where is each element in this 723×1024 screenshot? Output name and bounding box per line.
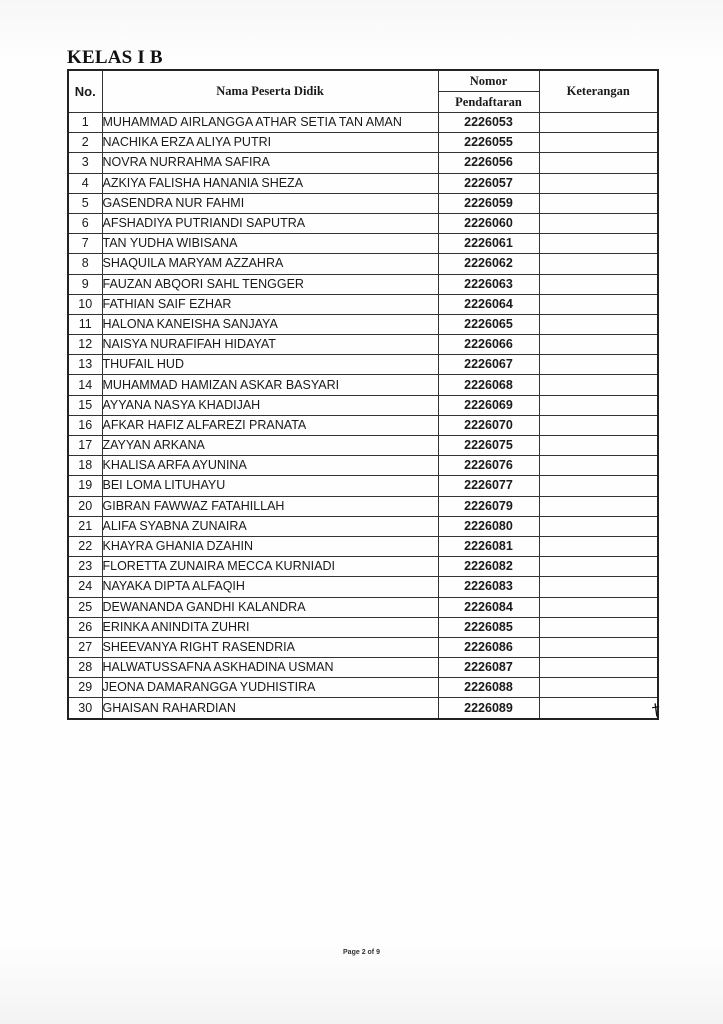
registration-number: 2226082	[438, 557, 539, 577]
registration-number: 2226079	[438, 496, 539, 516]
remarks-cell	[539, 173, 658, 193]
row-number: 24	[68, 577, 102, 597]
remarks-cell	[539, 395, 658, 415]
student-name: MUHAMMAD AIRLANGGA ATHAR SETIA TAN AMAN	[102, 113, 438, 133]
registration-number: 2226077	[438, 476, 539, 496]
row-number: 20	[68, 496, 102, 516]
page-footer: Page 2 of 9	[343, 949, 380, 956]
table-row	[68, 274, 658, 294]
registration-number: 2226059	[438, 193, 539, 213]
table-row	[68, 597, 658, 617]
remarks-cell	[539, 415, 658, 435]
registration-number: 2226089	[438, 698, 539, 719]
row-number: 21	[68, 516, 102, 536]
registration-number: 2226081	[438, 536, 539, 556]
row-number: 14	[68, 375, 102, 395]
row-number: 23	[68, 557, 102, 577]
registration-number: 2226065	[438, 314, 539, 334]
row-number: 18	[68, 456, 102, 476]
student-name: ALIFA SYABNA ZUNAIRA	[102, 516, 438, 536]
row-number: 16	[68, 415, 102, 435]
table-row	[68, 456, 658, 476]
student-name: MUHAMMAD HAMIZAN ASKAR BASYARI	[102, 375, 438, 395]
registration-number: 2226088	[438, 678, 539, 698]
row-number: 19	[68, 476, 102, 496]
row-number: 11	[68, 314, 102, 334]
remarks-cell	[539, 133, 658, 153]
registration-number: 2226064	[438, 294, 539, 314]
table-row	[68, 415, 658, 435]
row-number: 9	[68, 274, 102, 294]
table-row	[68, 557, 658, 577]
registration-number: 2226076	[438, 456, 539, 476]
table-row	[68, 234, 658, 254]
registration-number: 2226057	[438, 173, 539, 193]
row-number: 30	[68, 698, 102, 719]
registration-number: 2226084	[438, 597, 539, 617]
table-header	[68, 70, 658, 113]
header-no: No.	[68, 70, 102, 113]
student-name: SHAQUILA MARYAM AZZAHRA	[102, 254, 438, 274]
student-name: HALWATUSSAFNA ASKHADINA USMAN	[102, 658, 438, 678]
header-keterangan: Keterangan	[539, 70, 658, 113]
remarks-cell	[539, 193, 658, 213]
row-number: 1	[68, 113, 102, 133]
student-name: HALONA KANEISHA SANJAYA	[102, 314, 438, 334]
remarks-cell	[539, 213, 658, 233]
registration-number: 2226061	[438, 234, 539, 254]
registration-number: 2226056	[438, 153, 539, 173]
remarks-cell	[539, 274, 658, 294]
remarks-cell	[539, 375, 658, 395]
student-name: GIBRAN FAWWAZ FATAHILLAH	[102, 496, 438, 516]
remarks-cell	[539, 637, 658, 657]
registration-number: 2226060	[438, 213, 539, 233]
table-row	[68, 113, 658, 133]
table-row	[68, 375, 658, 395]
student-roster-table	[67, 69, 659, 720]
remarks-cell	[539, 153, 658, 173]
registration-number: 2226087	[438, 658, 539, 678]
table-row	[68, 395, 658, 415]
remarks-cell	[539, 456, 658, 476]
student-name: JEONA DAMARANGGA YUDHISTIRA	[102, 678, 438, 698]
table-row	[68, 617, 658, 637]
table-body	[68, 113, 658, 719]
registration-number: 2226062	[438, 254, 539, 274]
remarks-cell	[539, 436, 658, 456]
table-row	[68, 536, 658, 556]
registration-number: 2226068	[438, 375, 539, 395]
class-title: KELAS I B	[67, 47, 163, 68]
row-number: 17	[68, 436, 102, 456]
row-number: 29	[68, 678, 102, 698]
remarks-cell	[539, 516, 658, 536]
student-name: TAN YUDHA WIBISANA	[102, 234, 438, 254]
table-row	[68, 678, 658, 698]
student-name: AYYANA NASYA KHADIJAH	[102, 395, 438, 415]
table-row	[68, 355, 658, 375]
header-nomor-top: Nomor	[438, 70, 539, 92]
row-number: 13	[68, 355, 102, 375]
remarks-cell	[539, 476, 658, 496]
row-number: 3	[68, 153, 102, 173]
registration-number: 2226069	[438, 395, 539, 415]
remarks-cell	[539, 577, 658, 597]
student-name: THUFAIL HUD	[102, 355, 438, 375]
registration-number: 2226083	[438, 577, 539, 597]
table-row	[68, 133, 658, 153]
row-number: 6	[68, 213, 102, 233]
table-row	[68, 516, 658, 536]
table-row	[68, 335, 658, 355]
header-nomor-bottom: Pendaftaran	[438, 92, 539, 113]
student-name: NAISYA NURAFIFAH HIDAYAT	[102, 335, 438, 355]
student-name: ZAYYAN ARKANA	[102, 436, 438, 456]
student-name: NACHIKA ERZA ALIYA PUTRI	[102, 133, 438, 153]
row-number: 26	[68, 617, 102, 637]
student-name: KHAYRA GHANIA DZAHIN	[102, 536, 438, 556]
row-number: 28	[68, 658, 102, 678]
student-name: AFKAR HAFIZ ALFAREZI PRANATA	[102, 415, 438, 435]
table-row	[68, 314, 658, 334]
handwritten-mark: †	[650, 699, 662, 720]
table-row	[68, 476, 658, 496]
remarks-cell	[539, 496, 658, 516]
header-name: Nama Peserta Didik	[102, 70, 438, 113]
table-row	[68, 637, 658, 657]
row-number: 7	[68, 234, 102, 254]
table-row	[68, 658, 658, 678]
table-row	[68, 173, 658, 193]
row-number: 10	[68, 294, 102, 314]
table-row	[68, 153, 658, 173]
row-number: 5	[68, 193, 102, 213]
student-name: KHALISA ARFA AYUNINA	[102, 456, 438, 476]
remarks-cell	[539, 234, 658, 254]
row-number: 4	[68, 173, 102, 193]
registration-number: 2226070	[438, 415, 539, 435]
student-name: ERINKA ANINDITA ZUHRI	[102, 617, 438, 637]
remarks-cell	[539, 597, 658, 617]
remarks-cell	[539, 557, 658, 577]
remarks-cell	[539, 617, 658, 637]
row-number: 22	[68, 536, 102, 556]
table-row	[68, 436, 658, 456]
student-name: SHEEVANYA RIGHT RASENDRIA	[102, 637, 438, 657]
remarks-cell	[539, 698, 658, 719]
registration-number: 2226075	[438, 436, 539, 456]
row-number: 25	[68, 597, 102, 617]
table-row	[68, 577, 658, 597]
table-row	[68, 213, 658, 233]
student-name: GHAISAN RAHARDIAN	[102, 698, 438, 719]
remarks-cell	[539, 355, 658, 375]
row-number: 8	[68, 254, 102, 274]
registration-number: 2226067	[438, 355, 539, 375]
student-name: NAYAKA DIPTA ALFAQIH	[102, 577, 438, 597]
row-number: 12	[68, 335, 102, 355]
registration-number: 2226085	[438, 617, 539, 637]
row-number: 2	[68, 133, 102, 153]
remarks-cell	[539, 536, 658, 556]
student-name: NOVRA NURRAHMA SAFIRA	[102, 153, 438, 173]
registration-number: 2226086	[438, 637, 539, 657]
remarks-cell	[539, 335, 658, 355]
student-name: FATHIAN SAIF EZHAR	[102, 294, 438, 314]
table-row	[68, 496, 658, 516]
table-row	[68, 698, 658, 719]
row-number: 27	[68, 637, 102, 657]
student-name: DEWANANDA GANDHI KALANDRA	[102, 597, 438, 617]
remarks-cell	[539, 678, 658, 698]
student-name: AZKIYA FALISHA HANANIA SHEZA	[102, 173, 438, 193]
table-row	[68, 294, 658, 314]
student-name: BEI LOMA LITUHAYU	[102, 476, 438, 496]
registration-number: 2226055	[438, 133, 539, 153]
student-name: FLORETTA ZUNAIRA MECCA KURNIADI	[102, 557, 438, 577]
row-number: 15	[68, 395, 102, 415]
student-name: AFSHADIYA PUTRIANDI SAPUTRA	[102, 213, 438, 233]
table-row	[68, 193, 658, 213]
remarks-cell	[539, 294, 658, 314]
remarks-cell	[539, 113, 658, 133]
table-row	[68, 254, 658, 274]
registration-number: 2226080	[438, 516, 539, 536]
registration-number: 2226066	[438, 335, 539, 355]
registration-number: 2226053	[438, 113, 539, 133]
remarks-cell	[539, 254, 658, 274]
student-name: GASENDRA NUR FAHMI	[102, 193, 438, 213]
registration-number: 2226063	[438, 274, 539, 294]
remarks-cell	[539, 314, 658, 334]
remarks-cell	[539, 658, 658, 678]
student-name: FAUZAN ABQORI SAHL TENGGER	[102, 274, 438, 294]
